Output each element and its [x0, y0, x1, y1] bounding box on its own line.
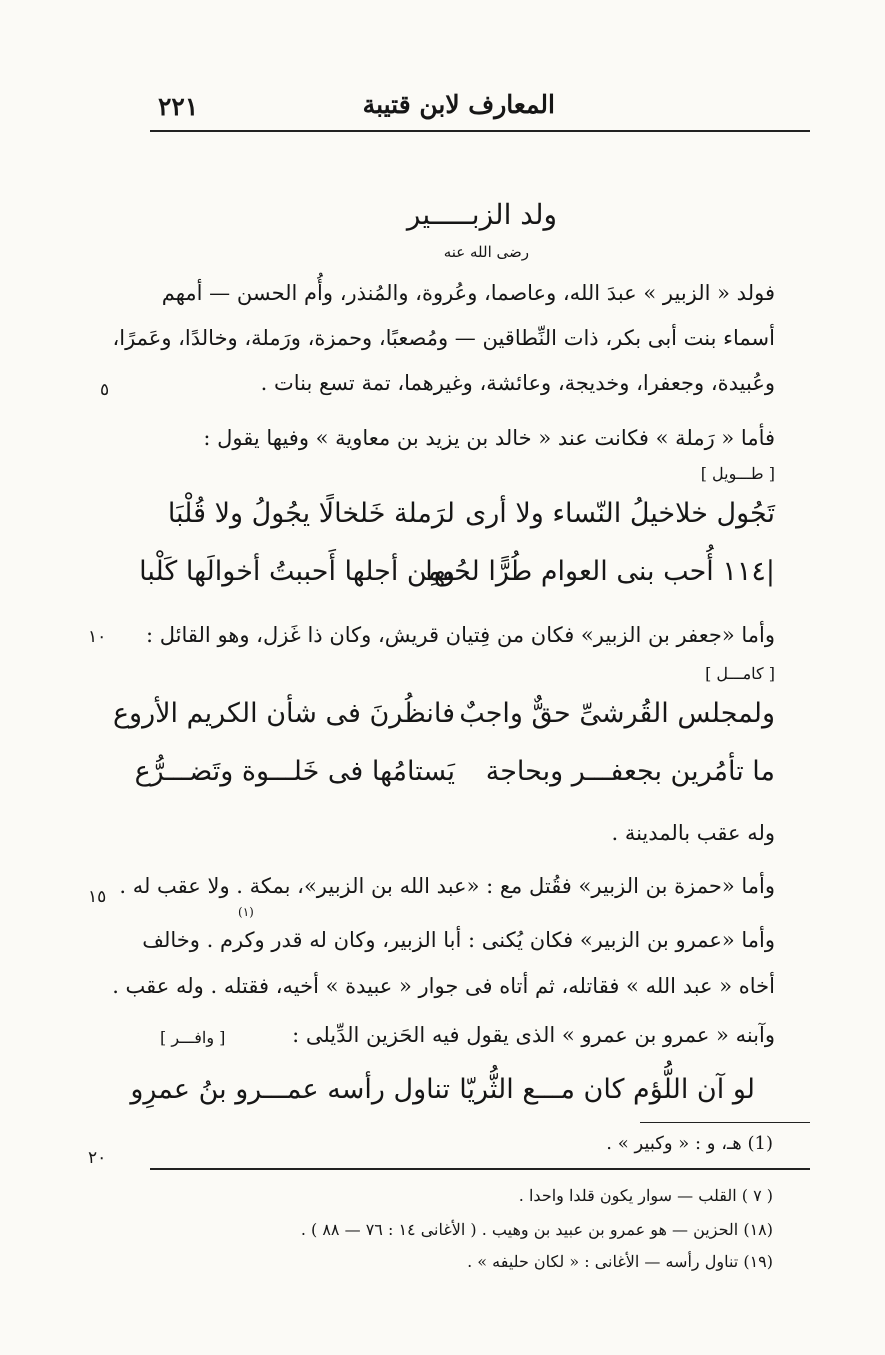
running-title: المعارف لابن قتيبة: [362, 90, 555, 119]
meter-label: [ كامـــل ]: [705, 664, 775, 683]
line-number: ١٥: [88, 887, 107, 907]
paragraph-line: وأما «عمرو بن الزبير» فكان يُكنى : أبا الزبير، وكان له قدر وكرم . وخالف: [142, 928, 775, 952]
page-number: ٢٢١: [158, 92, 199, 121]
gloss-note: (١٨) الحزين — هو عمرو بن عبيد بن وهيب . ( الأغانى ١٤ : ٧٦ — ٨٨ ) .: [300, 1220, 773, 1239]
paragraph-line: أسماء بنت أبى بكر، ذات النِّطاقين — ومُصعبًا، وحمزة، ورَملة، وخالدًا، وعَمرًا،: [112, 326, 775, 350]
gloss-note: ( ٧ ) القلب — سوار يكون قلدا واحدا .: [518, 1186, 773, 1205]
footnote: (1) هـ، و : « وكبير » .: [606, 1133, 773, 1154]
section-title: ولد الزبـــــير: [406, 198, 557, 231]
gloss-note: (١٩) تناول رأسه — الأغانى : « لكان حليفه » .: [467, 1252, 773, 1271]
verse-hemistich: يَستامُها فى خَلـــوة وتَضـــرُّع: [134, 756, 455, 787]
header-rule: [150, 130, 810, 132]
line-number: ١٠: [88, 627, 107, 647]
footnote-marker: (١): [238, 905, 254, 919]
paragraph-line: وأما «حمزة بن الزبير» فقُتل مع : «عبد الله بن الزبير»، بمكة . ولا عقب له .: [119, 874, 775, 898]
meter-label: [ وافـــر ]: [160, 1028, 226, 1047]
verse-hemistich: تناول رأسه عمـــرو بنُ عمرِو: [130, 1074, 450, 1105]
footnote-rule: [640, 1122, 810, 1123]
meter-label: [ طـــويل ]: [700, 464, 775, 483]
gloss-rule: [150, 1168, 810, 1170]
line-number: ٢٠: [88, 1148, 107, 1168]
verse-hemistich: فانظُرنَ فى شأن الكريم الأروع: [112, 698, 455, 729]
paragraph-line: وأما «جعفر بن الزبير» فكان من فِتيان قريش، وكان ذا غَزل، وهو القائل :: [146, 623, 775, 647]
section-subtitle: رضى الله عنه: [443, 243, 529, 261]
paragraph-line: وآبنه « عمرو بن عمرو » الذى يقول فيه الحَزين الدِّيلى :: [292, 1023, 775, 1047]
verse-hemistich: ولمجلس القُرشىِّ حقٌّ واجبٌ: [459, 698, 775, 729]
verse-hemistich: ما تأمُرين بجعفـــر وبحاجة: [485, 756, 775, 787]
verse-hemistich: لو آن اللُّؤم كان مـــع الثُّريّا: [459, 1074, 755, 1105]
verse-hemistich: تَجُول خلاخيلُ النّساء ولا أرى: [465, 498, 775, 529]
line-number: ٥: [100, 380, 110, 400]
verse-hemistich: ومِن أجلها أَحببتُ أخوالَها كَلْبا: [139, 556, 455, 587]
verse-hemistich: |١١٤ أُحب بنى العوام طُرًّا لحُبها: [425, 556, 775, 587]
paragraph-line: فولد « الزبير » عبدَ الله، وعاصما، وعُروة، والمُنذر، وأُم الحسن — أمهم: [161, 281, 775, 305]
paragraph-line: وعُبيدة، وجعفرا، وخديجة، وعائشة، وغيرهما، تمة تسع بنات .: [260, 371, 775, 395]
paragraph-line: وله عقب بالمدينة .: [611, 821, 775, 845]
paragraph-line: فأما « رَملة » فكانت عند « خالد بن يزيد بن معاوية » وفيها يقول :: [203, 426, 775, 450]
paragraph-line: أخاه « عبد الله » فقاتله، ثم أتاه فى جوار « عبيدة » أخيه، فقتله . وله عقب .: [112, 974, 775, 998]
verse-hemistich: لرَملة خَلخالًا يجُولُ ولا قُلْبَا: [167, 498, 455, 529]
